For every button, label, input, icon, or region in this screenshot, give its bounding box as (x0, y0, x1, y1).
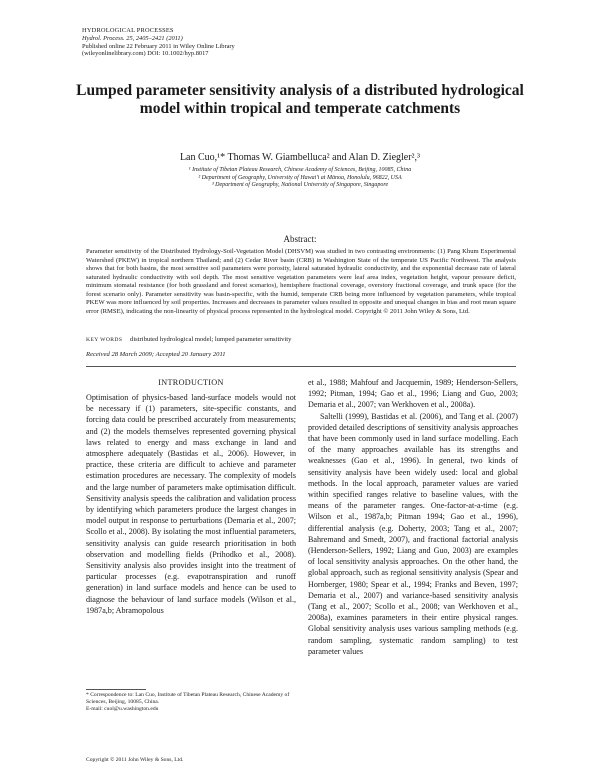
right-column (308, 377, 518, 657)
body-paragraph: et al., 1988; Mahfouf and Jacquemin, 1989; Henderson-Sellers, 1992; Pitman, 1994; Gao et al., 1996; Liang and Guo, 2003; Demaria et al., 2007; van Werkhoven et al., 2008a). (308, 378, 518, 410)
section-heading: INTRODUCTION (158, 378, 224, 387)
footnote-email[interactable]: E-mail: cuol@u.washington.edu (86, 706, 159, 713)
affiliation-1: ¹ Institute of Tibetan Plateau Research, Chinese Academy of Sciences, Beijing, 10085, China (188, 167, 412, 173)
footnote-divider (86, 689, 146, 690)
copyright: Copyright © 2011 John Wiley & Sons, Ltd. (86, 757, 184, 763)
keywords-label: KEY WORDS (86, 337, 123, 343)
received-dates: Received 28 March 2009; Accepted 20 January 2011 (86, 351, 226, 358)
affiliation-2: ² Department of Geography, University of Hawai'i at Mānoa, Honolulu, 96822, USA (198, 174, 402, 181)
abstract-heading: Abstract: (283, 234, 317, 244)
affiliation-3: ³ Department of Geography, National University of Singapore, Singapore (211, 182, 389, 188)
body-paragraph: Saltelli (1999), Bastidas et al. (2006), and Tang et al. (2007) provided detailed descriptions of sensitivity analysis approaches that have been commonly used in land surface modelling. Each of the many approaches available has its strengths and weaknesses (Gao et al., 1996). In general, two kinds of sensitivity analysis have been widely used: local and global methods. In the local approach, parameter values are varied within specified ranges relative to baseline values, with the means of the parameter ranges. One-factor-at-a-time (e.g. Wilson et al., 1987a,b; Pitman 1994; Gao et al., 1996), differential analysis (e.g. Doherty, 2003; Tang et al., 2007; Bahremand and Smedt, 2007), and fractional factorial analysis (Henderson-Sellers, 1992; Liang and Guo, 2003) are examples of local sensitivity analysis approaches. On the other hand, the global approach, such as regional sensitivity analysis (Spear and Hornberger, 1980; Spear et al., 1994; Franks and Beven, 1997; Demaria et al., 2007) and variance-based sensitivity analysis (Tang et al., 2007; Scollo et al., 2008; van Werkhoven et al., 2008a), examines parameters in their entire physical ranges. Global sensitivity analysis uses various sampling methods (e.g. random sampling, systematic random sampling) to test parameter values (308, 411, 518, 656)
paper-title: Lumped parameter sensitivity analysis of a distributed hydrological model within tropical and temperate catchments (76, 82, 524, 117)
body-paragraph: Optimisation of physics-based land-surface models would not be necessary if (1) parameters, site-specific constants, and forcing data could be prescribed accurately from measurements; and (2) the models themselves represented governing physical laws related to energy and mass exchange in land and atmosphere adequately (Bastidas et al., 2006). However, in practice, these criteria are difficult to achieve and parameter estimation procedures are necessary. The complexity of models and the large number of parameters make optimisation difficult. Sensitivity analysis speeds the calibration and validation process by identifying which parameters produce the largest changes in model output in response to perturbations (Demaria et al., 2007; Scollo et al., 2008). By isolating the most influential parameters, sensitivity analysis can guide research prioritisation in both observation and modelling fields (Prihodko et al., 2008). Sensitivity analysis also provides insight into the treatment of particular processes (e.g. evapotranspiration and runoff generation) in land surface models and hence can be used to diagnose the behaviour of land surface models (Wilson et al., 1987a,b; Abramopolous (86, 393, 296, 615)
keywords-list: distributed hydrological model; lumped parameter sensitivity (130, 336, 292, 343)
keywords (86, 336, 291, 345)
left-column (86, 392, 296, 616)
footnote-text: * Correspondence to: Lan Cuo, Institute of Tibetan Plateau Research, Chinese Academy of Sciences, Beijing, 10085, China. (86, 692, 290, 706)
footnote (86, 692, 298, 714)
journal-name: HYDROLOGICAL PROCESSES (82, 27, 174, 34)
paper-authors: Lan Cuo,¹* Thomas W. Giambelluca² and Alan D. Ziegler²,³ (179, 152, 421, 163)
affiliations (60, 167, 540, 190)
journal-header (82, 27, 235, 58)
divider (86, 366, 516, 367)
journal-doi[interactable]: (wileyonlinelibrary.com) DOI: 10.1002/hyp.8017 (82, 50, 209, 58)
journal-citation: Hydrol. Process. 25, 2405–2421 (2011) (82, 34, 183, 42)
journal-published: Published online 22 February 2011 in Wiley Online Library (82, 42, 235, 50)
abstract-text: Parameter sensitivity of the Distributed Hydrology-Soil-Vegetation Model (DHSVM) was studied in two contrasting environments: (1) Pang Khum Experimental Watershed (PKEW) in tropical northern Thailand; and (2) Cedar River basin (CRB) in Washington State of the temperate US Pacific Northwest. The analysis shows that for both basins, the most sensitive soil parameters were porosity, lateral saturated hydraulic conductivity, and the exponential decrease rate of lateral saturated hydraulic conductivity with soil depth. The most sensitive vegetation parameters were leaf area index, vegetation height, vapour pressure deficit, minimum stomatal resistance (for both grassland and forest scenarios), hemisphere fractional coverage, overstory fractional coverage, and trunk space (for the forest scenario only). Parameter sensitivity was basin-specific, with the humid, temperate CRB being more influenced by vegetation parameters, while tropical PKEW was more influenced by soil properties. Increases and decreases in parameter values resulted in opposite and unequal changes in bias and root mean square error (RMSE), indicating the non-linearity of physical process represented in the hydrological model. Copyright © 2011 John Wiley & Sons, Ltd. (86, 248, 516, 315)
